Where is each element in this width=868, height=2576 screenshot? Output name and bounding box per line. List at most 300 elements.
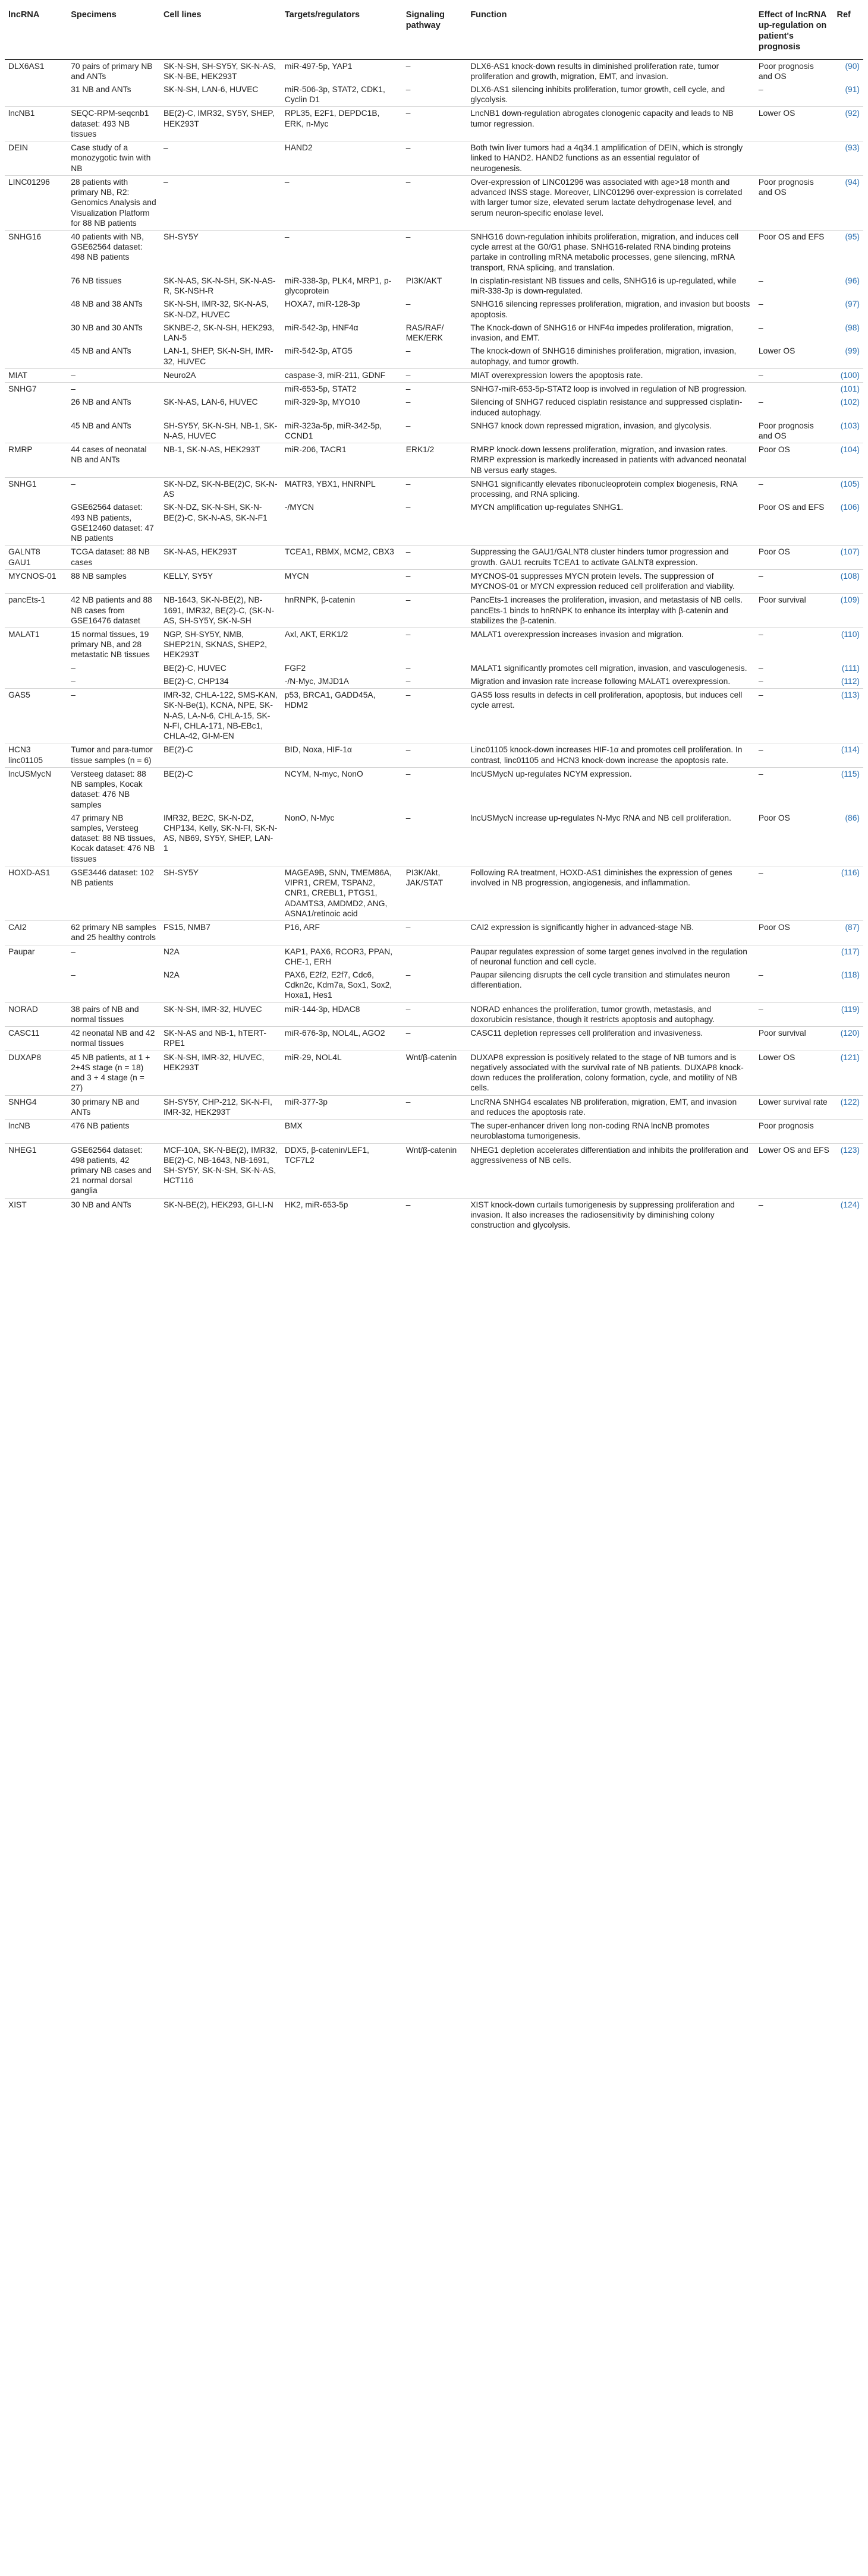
cell-effect: Poor prognosis and OS xyxy=(755,59,834,83)
cell-function: Suppressing the GAU1/GALNT8 cluster hinders tumor progression and growth. GAU1 recruits TCEA1 to activate GALNT8 expression. xyxy=(467,546,755,569)
cell-cell-lines: – xyxy=(160,175,281,230)
cell-specimens: SEQC-RPM-seqcnb1 dataset: 493 NB tissues xyxy=(67,107,160,141)
cell-ref[interactable]: (101) xyxy=(833,383,863,396)
cell-effect: Lower OS xyxy=(755,1051,834,1095)
table-row xyxy=(5,1051,863,1095)
cell-targets: miR-144-3p, HDAC8 xyxy=(281,1002,402,1026)
cell-lncrna: NORAD xyxy=(5,1002,67,1026)
cell-pathway xyxy=(402,1120,467,1143)
cell-specimens: – xyxy=(67,383,160,396)
table-row xyxy=(5,107,863,141)
cell-ref[interactable]: (120) xyxy=(833,1027,863,1051)
cell-ref[interactable]: (87) xyxy=(833,921,863,945)
cell-pathway: – xyxy=(405,970,411,980)
cell-function: Over-expression of LINC01296 was associated with age>18 month and advanced INSS stage. Moreover, LINC01296 over-expression is correlated with larger tumor size, elevated serum lactate dehydrogenase level, and serum neuron-specific enolase level. xyxy=(467,175,755,230)
cell-effect: – xyxy=(758,323,763,332)
cell-function: Paupar silencing disrupts the cell cycle transition and stimulates neuron differentiation. xyxy=(470,970,730,990)
cell-effect xyxy=(755,141,834,176)
cell-ref[interactable]: (105) xyxy=(833,477,863,501)
cell-cell-lines: Neuro2A xyxy=(160,368,281,382)
cell-effect: – xyxy=(755,866,834,920)
cell-lncrna: lncNB xyxy=(5,1120,67,1143)
cell-pathway: – xyxy=(405,663,411,673)
cell-cell-lines: KELLY, SY5Y xyxy=(160,569,281,593)
cell-function: RMRP knock-down lessens proliferation, migration, and invasion rates. RMRP expression is markedly increased in patients with advanced neonatal NB versus early stages. xyxy=(467,443,755,478)
cell-function: DUXAP8 expression is positively related to the stage of NB tumors and is negatively associated with the survival rate of NB patients. DUXAP8 knock-down reduces the proliferation, colony formation, cycle, and motility of NB cells. xyxy=(467,1051,755,1095)
cell-ref[interactable]: (102) xyxy=(840,398,860,407)
header-effect: Effect of lncRNA up-regulation on patient's prognosis xyxy=(755,6,834,59)
cell-ref[interactable]: (92) xyxy=(833,107,863,141)
cell-effect: Poor OS and EFS xyxy=(758,503,825,512)
cell-pathway: RAS/RAF/ MEK/ERK xyxy=(405,323,444,343)
cell-targets: miR-329-3p, MYO10 xyxy=(284,398,360,407)
cell-pathway: – xyxy=(402,1198,467,1232)
cell-lncrna xyxy=(5,662,67,675)
cell-pathway: – xyxy=(405,84,411,94)
cell-specimens: 44 cases of neonatal NB and ANTs xyxy=(67,443,160,478)
cell-targets: KAP1, PAX6, RCOR3, PPAN, CHE-1, ERH xyxy=(281,945,402,969)
cell-specimens: 42 NB patients and 88 NB cases from GSE16476 dataset xyxy=(67,594,160,628)
cell-pathway: Wnt/β-catenin xyxy=(402,1051,467,1095)
cell-cell-lines: SK-N-AS, HEK293T xyxy=(160,546,281,569)
table-row xyxy=(5,689,863,743)
cell-lncrna: SNHG7 xyxy=(5,383,67,396)
cell-cell-lines: SK-N-DZ, SK-N-SH, SK-N-BE(2)-C, SK-N-AS, SK-N-F1 xyxy=(163,503,268,522)
cell-lncrna: CASC11 xyxy=(5,1027,67,1051)
cell-cell-lines: NB-1, SK-N-AS, HEK293T xyxy=(160,443,281,478)
cell-targets: miR-506-3p, STAT2, CDK1, Cyclin D1 xyxy=(284,84,385,105)
cell-ref[interactable]: (99) xyxy=(845,346,860,356)
cell-pathway: – xyxy=(402,1095,467,1119)
table-row xyxy=(5,1120,863,1143)
cell-effect: Lower OS and EFS xyxy=(755,1143,834,1198)
cell-function: MALAT1 overexpression increases invasion and migration. xyxy=(467,628,755,661)
cell-effect: – xyxy=(758,663,763,673)
cell-effect: Poor OS xyxy=(758,813,790,822)
table-row xyxy=(5,743,863,767)
cell-ref[interactable]: (124) xyxy=(833,1198,863,1232)
table-row xyxy=(5,945,863,969)
cell-function: Paupar regulates expression of some target genes involved in the regulation of neuronal function and cell cycle. xyxy=(467,945,755,969)
cell-pathway: – xyxy=(402,477,467,501)
cell-effect: Lower survival rate xyxy=(755,1095,834,1119)
cell-effect: Lower OS xyxy=(758,346,795,356)
cell-specimens: Case study of a monozygotic twin with NB xyxy=(67,141,160,176)
cell-targets: miR-653-5p, STAT2 xyxy=(281,383,402,396)
cell-lncrna xyxy=(5,298,67,321)
cell-specimens: 15 normal tissues, 19 primary NB, and 28 metastatic NB tissues xyxy=(67,628,160,661)
cell-cell-lines: IMR-32, CHLA-122, SMS-KAN, SK-N-Be(1), KCNA, NPE, SK-N-AS, LA-N-6, CHLA-15, SK-N-FI, CHLA-171, NB-EBc1, CHLA-42, GI-M-EN xyxy=(160,689,281,743)
table-row xyxy=(5,59,863,83)
table-row xyxy=(5,477,863,501)
cell-ref[interactable]: (121) xyxy=(833,1051,863,1095)
cell-specimens: – xyxy=(71,676,76,686)
cell-cell-lines: – xyxy=(160,141,281,176)
cell-pathway: – xyxy=(405,676,411,686)
cell-ref[interactable]: (117) xyxy=(833,945,863,969)
cell-ref[interactable]: (90) xyxy=(833,59,863,83)
cell-function: LncRNA SNHG4 escalates NB proliferation, migration, EMT, and invasion and reduces the apoptosis rate. xyxy=(467,1095,755,1119)
cell-cell-lines: N2A xyxy=(163,970,180,980)
cell-specimens: 40 patients with NB, GSE62564 dataset: 498 NB patients xyxy=(67,231,160,275)
cell-function: XIST knock-down curtails tumorigenesis by suppressing proliferation and invasion. It also increases the radiosensitivity by diminishing colony construction and glycolysis. xyxy=(467,1198,755,1232)
cell-ref[interactable]: (93) xyxy=(833,141,863,176)
cell-ref[interactable]: (97) xyxy=(845,299,860,309)
cell-targets: – xyxy=(281,175,402,230)
cell-targets: NCYM, N-myc, NonO xyxy=(281,767,402,811)
cell-effect: – xyxy=(755,1198,834,1232)
cell-effect: – xyxy=(758,276,763,285)
cell-cell-lines: IMR32, BE2C, SK-N-DZ, CHP134, Kelly, SK-N-FI, SK-N-AS, NB69, SY5Y, SHEP, LAN-1 xyxy=(163,813,278,853)
cell-specimens: – xyxy=(67,368,160,382)
cell-specimens: 62 primary NB samples and 25 healthy controls xyxy=(67,921,160,945)
cell-ref[interactable]: (107) xyxy=(833,546,863,569)
cell-targets: Axl, AKT, ERK1/2 xyxy=(281,628,402,661)
table-row xyxy=(5,443,863,478)
cell-effect: – xyxy=(755,477,834,501)
cell-function: Both twin liver tumors had a 4q34.1 amplification of DEIN, which is strongly linked to HAND2. HAND2 functions as an essential regulator of neurogenesis. xyxy=(467,141,755,176)
cell-targets: miR-497-5p, YAP1 xyxy=(281,59,402,83)
cell-function: In cisplatin-resistant NB tissues and cells, SNHG16 is up-regulated, while miR-338-3p is down-regulated. xyxy=(470,276,737,296)
cell-function: MYCNOS-01 suppresses MYCN protein levels. The suppression of MYCNOS-01 or MYCN expression reduced cell proliferation and viability. xyxy=(467,569,755,593)
cell-ref[interactable]: (100) xyxy=(833,368,863,382)
cell-lncrna: GALNT8 GAU1 xyxy=(5,546,67,569)
cell-cell-lines: SK-N-AS, LAN-6, HUVEC xyxy=(163,398,258,407)
cell-effect xyxy=(755,383,834,396)
cell-ref[interactable]: (122) xyxy=(833,1095,863,1119)
table-body xyxy=(5,59,863,1232)
cell-targets: – xyxy=(281,231,402,275)
cell-lncrna xyxy=(5,675,67,689)
cell-function: SNHG1 significantly elevates ribonucleoprotein complex biogenesis, RNA processing, and RNA splicing. xyxy=(467,477,755,501)
cell-cell-lines: NB-1643, SK-N-BE(2), NB-1691, IMR32, BE(2)-C, (SK-N-AS, SH-SY5Y, SK-N-SH xyxy=(160,594,281,628)
cell-pathway: – xyxy=(405,346,411,356)
cell-pathway: – xyxy=(405,421,411,430)
cell-ref[interactable]: (115) xyxy=(833,767,863,811)
cell-targets: HK2, miR-653-5p xyxy=(281,1198,402,1232)
cell-lncrna: HCN3 linc01105 xyxy=(5,743,67,767)
cell-lncrna xyxy=(5,321,67,345)
cell-pathway: – xyxy=(402,921,467,945)
cell-specimens: 38 pairs of NB and normal tissues xyxy=(67,1002,160,1026)
cell-pathway: – xyxy=(405,299,411,309)
cell-specimens: 476 NB patients xyxy=(67,1120,160,1143)
table-row xyxy=(5,866,863,920)
cell-function: MIAT overexpression lowers the apoptosis rate. xyxy=(467,368,755,382)
cell-lncrna: SNHG1 xyxy=(5,477,67,501)
cell-pathway: – xyxy=(402,107,467,141)
cell-function: PancEts-1 increases the proliferation, invasion, and metastasis of NB cells. pancEts-1 binds to hnRNPK to enhance its interplay with β-catenin and stabilizes the β-catenin. xyxy=(467,594,755,628)
cell-pathway: – xyxy=(402,1002,467,1026)
cell-effect: Poor OS and EFS xyxy=(755,231,834,275)
cell-pathway: – xyxy=(402,59,467,83)
table-row xyxy=(5,298,863,321)
cell-specimens: – xyxy=(71,663,76,673)
table-row xyxy=(5,175,863,230)
header-ref: Ref xyxy=(833,6,863,59)
cell-lncrna xyxy=(5,275,67,298)
cell-effect: – xyxy=(758,970,763,980)
cell-specimens: 48 NB and 38 ANTs xyxy=(71,299,143,309)
cell-pathway: PI3K/AKT xyxy=(405,276,442,285)
table-row xyxy=(5,396,863,419)
cell-specimens: 30 primary NB and ANTs xyxy=(67,1095,160,1119)
cell-lncrna: CAI2 xyxy=(5,921,67,945)
cell-ref[interactable]: (96) xyxy=(845,276,860,285)
cell-targets: TCEA1, RBMX, MCM2, CBX3 xyxy=(281,546,402,569)
cell-lncrna: SNHG4 xyxy=(5,1095,67,1119)
table-row xyxy=(5,767,863,811)
table-row xyxy=(5,321,863,345)
cell-function: DLX6-AS1 silencing inhibits proliferation, tumor growth, cell cycle, and glycolysis. xyxy=(470,84,725,105)
cell-targets: miR-338-3p, PLK4, MRP1, p-glycoprotein xyxy=(284,276,392,296)
cell-lncrna xyxy=(5,420,67,443)
cell-specimens: 30 NB and ANTs xyxy=(67,1198,160,1232)
cell-pathway: – xyxy=(402,689,467,743)
cell-specimens: Versteeg dataset: 88 NB samples, Kocak dataset: 476 NB samples xyxy=(67,767,160,811)
cell-targets: P16, ARF xyxy=(281,921,402,945)
cell-lncrna: Paupar xyxy=(5,945,67,969)
cell-ref[interactable]: (108) xyxy=(833,569,863,593)
cell-effect: – xyxy=(758,84,763,94)
cell-lncrna: pancEts-1 xyxy=(5,594,67,628)
cell-lncrna: MIAT xyxy=(5,368,67,382)
cell-ref[interactable]: (116) xyxy=(833,866,863,920)
cell-targets: DDX5, β-catenin/LEF1, TCF7L2 xyxy=(281,1143,402,1198)
cell-specimens: 45 NB and ANTs xyxy=(71,346,131,356)
cell-cell-lines: SK-N-SH, SH-SY5Y, SK-N-AS, SK-N-BE, HEK293T xyxy=(160,59,281,83)
cell-specimens: GSE62564 dataset: 498 patients, 42 primary NB cases and 21 normal dorsal ganglia xyxy=(67,1143,160,1198)
cell-targets: miR-323a-5p, miR-342-5p, CCND1 xyxy=(284,421,382,440)
header-function: Function xyxy=(467,6,755,59)
cell-pathway: – xyxy=(402,628,467,661)
cell-pathway: Wnt/β-catenin xyxy=(402,1143,467,1198)
cell-cell-lines: SK-N-DZ, SK-N-BE(2)C, SK-N-AS xyxy=(160,477,281,501)
cell-cell-lines: SK-N-SH, LAN-6, HUVEC xyxy=(163,84,259,94)
cell-targets: hnRNPK, β-catenin xyxy=(281,594,402,628)
cell-lncrna xyxy=(5,969,67,1002)
cell-ref[interactable]: (114) xyxy=(833,743,863,767)
cell-lncrna: LINC01296 xyxy=(5,175,67,230)
cell-targets: p53, BRCA1, GADD45A, HDM2 xyxy=(281,689,402,743)
cell-pathway: – xyxy=(402,368,467,382)
cell-pathway: – xyxy=(402,231,467,275)
cell-lncrna: DLX6AS1 xyxy=(5,59,67,83)
table-row xyxy=(5,812,863,866)
cell-function: SNHG16 down-regulation inhibits proliferation, migration, and induces cell cycle arrest at the G0/G1 phase. SNHG16-related RNA binding proteins partake in controlling mRNA metabolic processes, gene silencing, mRNA transport, RNA splicing, and translation. xyxy=(467,231,755,275)
cell-specimens: 28 patients with primary NB, R2: Genomics Analysis and Visualization Platform for 88 NB patients xyxy=(67,175,160,230)
cell-lncrna xyxy=(5,83,67,107)
cell-targets: miR-29, NOL4L xyxy=(281,1051,402,1095)
cell-effect: Poor OS xyxy=(755,546,834,569)
cell-ref[interactable]: (106) xyxy=(840,503,860,512)
cell-targets: miR-542-3p, ATG5 xyxy=(284,346,353,356)
cell-effect: Poor OS xyxy=(755,921,834,945)
cell-specimens: – xyxy=(67,689,160,743)
cell-function: Silencing of SNHG7 reduced cisplatin resistance and suppressed cisplatin-induced autophagy. xyxy=(470,398,743,417)
table-row xyxy=(5,1027,863,1051)
cell-lncrna: MALAT1 xyxy=(5,628,67,661)
header-signaling: Signaling pathway xyxy=(402,6,467,59)
table-row xyxy=(5,969,863,1002)
cell-effect xyxy=(755,945,834,969)
table-row xyxy=(5,594,863,628)
cell-lncrna xyxy=(5,396,67,419)
cell-effect: – xyxy=(755,569,834,593)
cell-lncrna: lncNB1 xyxy=(5,107,67,141)
cell-lncrna: DUXAP8 xyxy=(5,1051,67,1095)
cell-function: The Knock-down of SNHG16 or HNF4α impedes proliferation, migration, invasion, and EMT. xyxy=(470,323,734,343)
cell-cell-lines: FS15, NMB7 xyxy=(160,921,281,945)
cell-targets: MAGEA9B, SNN, TMEM86A, VIPR1, CREM, TSPAN2, CNR1, CREBL1, PTGS1, ADAMTS3, AMDMD2, ANG, ASNA1/retinoic acid xyxy=(281,866,402,920)
cell-lncrna xyxy=(5,501,67,545)
cell-function: GAS5 loss results in defects in cell proliferation, apoptosis, but induces cell cycle arrest. xyxy=(467,689,755,743)
table-row xyxy=(5,1198,863,1232)
cell-function: NHEG1 depletion accelerates differentiation and inhibits the proliferation and aggressiveness of NB cells. xyxy=(467,1143,755,1198)
cell-cell-lines: NGP, SH-SY5Y, NMB, SHEP21N, SKNAS, SHEP2, HEK293T xyxy=(160,628,281,661)
cell-lncrna: DEIN xyxy=(5,141,67,176)
cell-pathway: – xyxy=(402,569,467,593)
cell-ref[interactable]: (98) xyxy=(845,323,860,332)
cell-targets: FGF2 xyxy=(284,663,306,673)
cell-cell-lines: SH-SY5Y xyxy=(160,231,281,275)
cell-ref[interactable]: (91) xyxy=(845,84,860,94)
cell-function: lncUSMycN increase up-regulates N-Myc RNA and NB cell proliferation. xyxy=(470,813,731,822)
table-row xyxy=(5,83,863,107)
table-row xyxy=(5,1095,863,1119)
cell-function: MYCN amplification up-regulates SNHG1. xyxy=(470,503,624,512)
cell-pathway: – xyxy=(402,743,467,767)
cell-ref[interactable]: (118) xyxy=(841,970,860,980)
lncrna-table xyxy=(5,6,863,1232)
cell-specimens: GSE3446 dataset: 102 NB patients xyxy=(67,866,160,920)
cell-effect: – xyxy=(755,743,834,767)
cell-function: SNHG7-miR-653-5p-STAT2 loop is involved in regulation of NB progression. xyxy=(467,383,755,396)
cell-ref[interactable]: (95) xyxy=(833,231,863,275)
cell-cell-lines: SK-N-SH, IMR-32, HUVEC, HEK293T xyxy=(160,1051,281,1095)
cell-specimens: 76 NB tissues xyxy=(71,276,122,285)
cell-pathway: – xyxy=(402,1027,467,1051)
cell-specimens: 70 pairs of primary NB and ANTs xyxy=(67,59,160,83)
cell-cell-lines: SH-SY5Y xyxy=(160,866,281,920)
cell-pathway: PI3K/Akt, JAK/STAT xyxy=(402,866,467,920)
table-header xyxy=(5,6,863,59)
cell-ref[interactable]: (103) xyxy=(840,421,860,430)
cell-cell-lines: SH-SY5Y, CHP-212, SK-N-FI, IMR-32, HEK293T xyxy=(160,1095,281,1119)
header-specimens: Specimens xyxy=(67,6,160,59)
cell-cell-lines: BE(2)-C xyxy=(160,767,281,811)
cell-function: DLX6-AS1 knock-down results in diminished proliferation rate, tumor proliferation and growth, migration, EMT, and invasion. xyxy=(467,59,755,83)
cell-lncrna: XIST xyxy=(5,1198,67,1232)
header-lncrna: lncRNA xyxy=(5,6,67,59)
header-targets: Targets/regulators xyxy=(281,6,402,59)
cell-function: NORAD enhances the proliferation, tumor growth, metastasis, and doxorubicin resistance, though it restricts apoptosis and autophagy. xyxy=(467,1002,755,1026)
cell-ref[interactable]: (94) xyxy=(833,175,863,230)
cell-specimens: 42 neonatal NB and 42 normal tissues xyxy=(67,1027,160,1051)
cell-function: CAI2 expression is significantly higher in advanced-stage NB. xyxy=(467,921,755,945)
cell-specimens: GSE62564 dataset: 493 NB patients, GSE12460 dataset: 47 NB patients xyxy=(71,503,154,543)
cell-pathway: – xyxy=(402,594,467,628)
cell-cell-lines: LAN-1, SHEP, SK-N-SH, IMR-32, HUVEC xyxy=(163,346,273,366)
cell-effect: – xyxy=(755,368,834,382)
cell-function: SNHG7 knock down repressed migration, invasion, and glycolysis. xyxy=(470,421,712,430)
cell-ref[interactable]: (109) xyxy=(833,594,863,628)
cell-ref[interactable]: (113) xyxy=(833,689,863,743)
cell-ref[interactable]: (123) xyxy=(833,1143,863,1198)
cell-targets: BID, Noxa, HIF-1α xyxy=(281,743,402,767)
cell-pathway: ERK1/2 xyxy=(402,443,467,478)
cell-ref[interactable]: (104) xyxy=(833,443,863,478)
cell-ref[interactable]: (112) xyxy=(841,676,860,686)
cell-lncrna xyxy=(5,812,67,866)
cell-specimens: 45 NB and ANTs xyxy=(71,421,131,430)
cell-targets: miR-377-3p xyxy=(281,1095,402,1119)
cell-targets: NonO, N-Myc xyxy=(284,813,335,822)
cell-ref[interactable]: (86) xyxy=(845,813,860,822)
cell-ref[interactable]: (119) xyxy=(833,1002,863,1026)
cell-cell-lines: SKNBE-2, SK-N-SH, HEK293, LAN-5 xyxy=(163,323,275,343)
cell-targets: PAX6, E2f2, E2f7, Cdc6, Cdkn2c, Kdm7a, Sox1, Sox2, Hoxa1, Hes1 xyxy=(284,970,392,1000)
cell-cell-lines: SK-N-AS, SK-N-SH, SK-N-AS-R, SK-NSH-R xyxy=(163,276,276,296)
cell-lncrna: MYCNOS-01 xyxy=(5,569,67,593)
cell-targets: -/N-Myc, JMJD1A xyxy=(284,676,349,686)
cell-effect: Poor OS xyxy=(755,443,834,478)
cell-effect: Lower OS xyxy=(755,107,834,141)
cell-specimens: – xyxy=(67,945,160,969)
cell-targets: MATR3, YBX1, HNRNPL xyxy=(281,477,402,501)
cell-specimens: – xyxy=(71,970,76,980)
cell-targets: HOXA7, miR-128-3p xyxy=(284,299,360,309)
cell-effect: Poor prognosis and OS xyxy=(755,175,834,230)
cell-targets: miR-542-3p, HNF4α xyxy=(284,323,358,332)
cell-ref[interactable]: (111) xyxy=(841,663,860,673)
table-row xyxy=(5,675,863,689)
table-row xyxy=(5,569,863,593)
table-row xyxy=(5,546,863,569)
cell-cell-lines: SK-N-AS and NB-1, hTERT-RPE1 xyxy=(160,1027,281,1051)
cell-ref[interactable] xyxy=(833,1120,863,1143)
table-row xyxy=(5,921,863,945)
cell-function: Following RA treatment, HOXD-AS1 diminishes the expression of genes involved in NB progression, angiogenesis, and inflammation. xyxy=(467,866,755,920)
cell-cell-lines: BE(2)-C, HUVEC xyxy=(163,663,227,673)
cell-targets: HAND2 xyxy=(281,141,402,176)
cell-specimens: TCGA dataset: 88 NB cases xyxy=(67,546,160,569)
cell-lncrna xyxy=(5,345,67,368)
cell-effect: Poor survival xyxy=(755,1027,834,1051)
cell-targets: caspase-3, miR-211, GDNF xyxy=(281,368,402,382)
cell-cell-lines xyxy=(160,1120,281,1143)
cell-cell-lines: SK-N-SH, IMR-32, SK-N-AS, SK-N-DZ, HUVEC xyxy=(163,299,269,319)
cell-lncrna: GAS5 xyxy=(5,689,67,743)
cell-cell-lines: SK-N-SH, IMR-32, HUVEC xyxy=(160,1002,281,1026)
cell-function: The knock-down of SNHG16 diminishes proliferation, migration, invasion, autophagy, and tumor growth. xyxy=(470,346,737,366)
cell-specimens: 31 NB and ANTs xyxy=(71,84,131,94)
table-row xyxy=(5,275,863,298)
cell-targets: RPL35, E2F1, DEPDC1B, ERK, n-Myc xyxy=(281,107,402,141)
cell-specimens: 45 NB patients, at 1 + 2+4S stage (n = 18) and 3 + 4 stage (n = 27) xyxy=(67,1051,160,1095)
cell-lncrna: RMRP xyxy=(5,443,67,478)
table-row xyxy=(5,1143,863,1198)
cell-lncrna: lncUSMycN xyxy=(5,767,67,811)
cell-effect: – xyxy=(755,767,834,811)
cell-pathway xyxy=(402,945,467,969)
cell-lncrna: NHEG1 xyxy=(5,1143,67,1198)
table-row xyxy=(5,662,863,675)
table-row xyxy=(5,1002,863,1026)
table-row xyxy=(5,501,863,545)
cell-ref[interactable]: (110) xyxy=(833,628,863,661)
cell-pathway: – xyxy=(405,398,411,407)
